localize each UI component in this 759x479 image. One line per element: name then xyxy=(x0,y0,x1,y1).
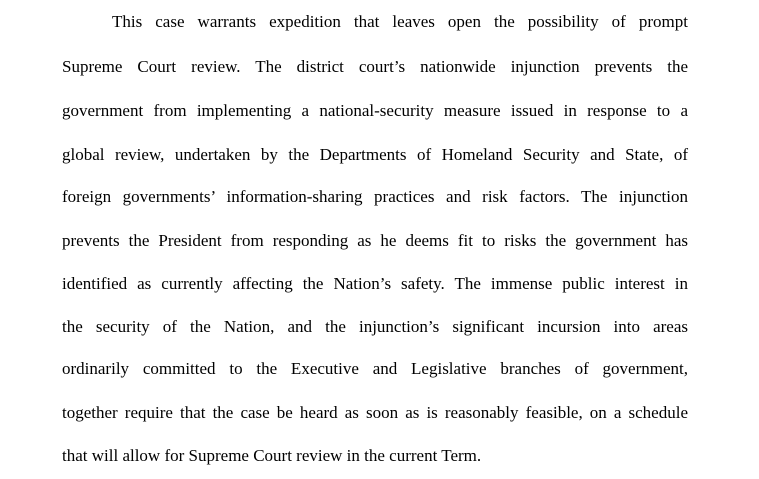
paragraph-line-6: prevents the President from responding as he deems fit to risks the government has xyxy=(62,231,688,250)
paragraph-line-8: the security of the Nation, and the injunction’s significant incursion into areas xyxy=(62,317,688,336)
paragraph-line-5: foreign governments’ information-sharing practices and risk factors. The injunction xyxy=(62,187,688,206)
paragraph-line-7: identified as currently affecting the Nation’s safety. The immense public interest in xyxy=(62,274,688,293)
paragraph-line-10: together require that the case be heard as soon as is reasonably feasible, on a schedule xyxy=(62,403,688,422)
paragraph-line-4: global review, undertaken by the Departments of Homeland Security and State, of xyxy=(62,145,688,164)
paragraph-line-9: ordinarily committed to the Executive and Legislative branches of government, xyxy=(62,359,688,378)
paragraph-line-3: government from implementing a national-security measure issued in response to a xyxy=(62,101,688,120)
paragraph-line-2: Supreme Court review. The district court’s nationwide injunction prevents the xyxy=(62,57,688,76)
paragraph-line-11: that will allow for Supreme Court review in the current Term. xyxy=(62,446,482,465)
paragraph-line-1: This case warrants expedition that leaves open the possibility of prompt xyxy=(112,12,688,31)
